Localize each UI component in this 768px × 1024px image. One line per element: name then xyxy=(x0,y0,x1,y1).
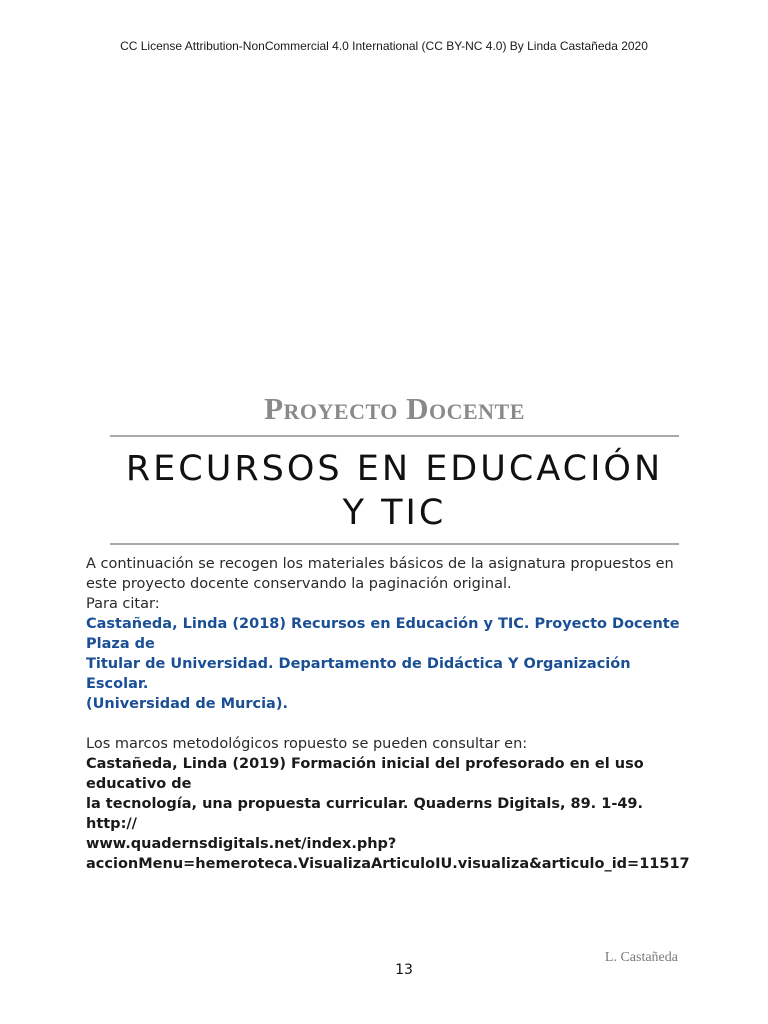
document-title xyxy=(110,447,679,535)
citation-line-1: Castañeda, Linda (2018) Recursos en Educación y TIC. Proyecto Docente Plaza de xyxy=(86,616,680,652)
reference-line-2: la tecnología, una propuesta curricular. Quaderns Digitals, 89. 1-49. http:// xyxy=(86,796,644,832)
reference-line-1: Castañeda, Linda (2019) Formación inicial del profesorado en el uso educativo de xyxy=(86,756,644,792)
intro-line-1: A continuación se recogen los materiales básicos de la asignatura propuestos en xyxy=(86,556,674,572)
body-text xyxy=(86,554,690,874)
bottom-divider xyxy=(110,543,679,545)
framework-reference xyxy=(86,754,690,874)
citation-reference xyxy=(86,614,686,714)
citation-line-3: (Universidad de Murcia). xyxy=(86,696,288,712)
top-divider xyxy=(110,435,679,437)
reference-line-3[interactable]: www.quadernsdigitals.net/index.php? xyxy=(86,836,397,852)
cite-label: Para citar: xyxy=(86,596,160,612)
intro-paragraph xyxy=(86,554,686,614)
intro-line-2: este proyecto docente conservando la paginación original. xyxy=(86,576,512,592)
frameworks-intro: Los marcos metodológicos ropuesto se pueden consultar en: xyxy=(86,736,528,752)
spacer xyxy=(86,714,686,734)
page-number: 13 xyxy=(395,962,413,978)
title-line-2: Y TIC xyxy=(342,493,447,533)
document-kicker: Proyecto Docente xyxy=(264,391,525,426)
citation-line-2: Titular de Universidad. Departamento de Didáctica Y Organización Escolar. xyxy=(86,656,631,692)
title-line-1: RECURSOS EN EDUCACIÓN xyxy=(125,449,664,489)
footer-author: L. Castañeda xyxy=(604,950,678,965)
license-header: CC License Attribution-NonCommercial 4.0 International (CC BY-NC 4.0) By Linda Castañeda 2020 xyxy=(120,39,648,53)
reference-line-4[interactable]: accionMenu=hemeroteca.VisualizaArticuloIU.visualiza&articulo_id=11517 xyxy=(86,856,690,872)
